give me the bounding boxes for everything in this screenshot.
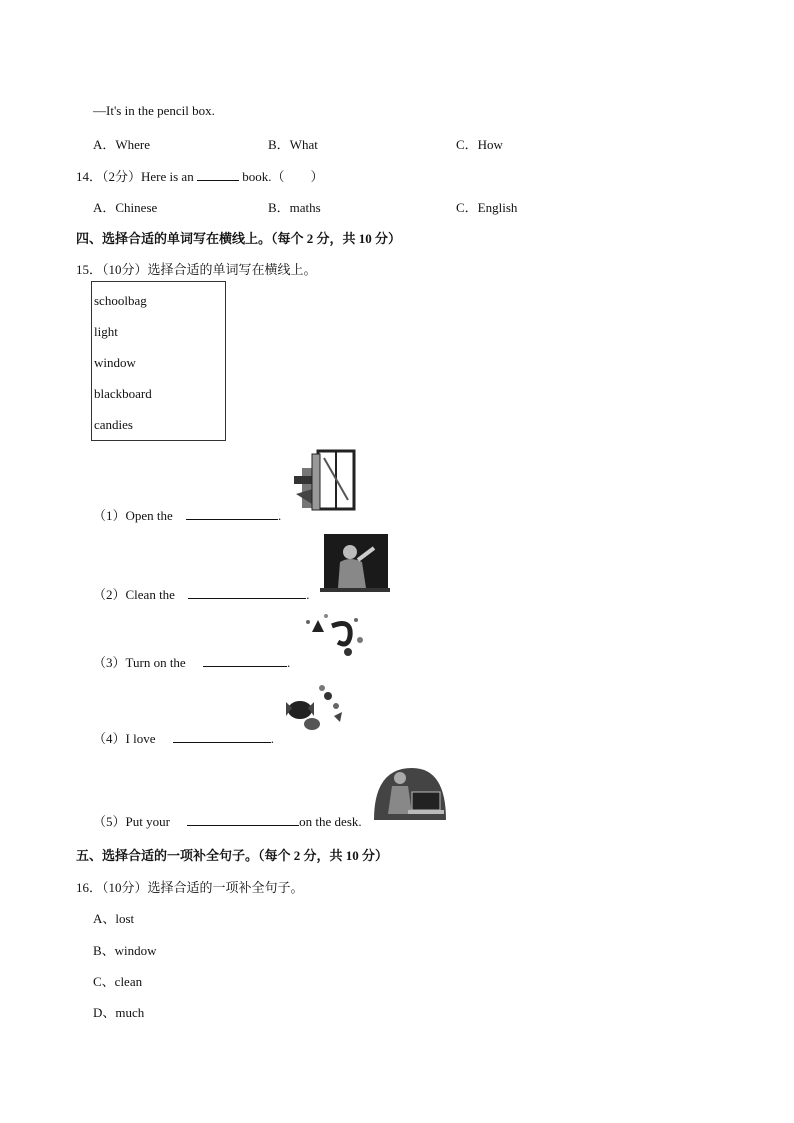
q15-item-3-suffix: . (286, 655, 291, 670)
q13-option-b[interactable]: B．What (268, 137, 318, 152)
q15-item-5-prefix: （5）Put your (93, 814, 170, 829)
q14-suffix: book.（ ） (242, 169, 324, 184)
q16-option-d[interactable]: D、much (93, 1005, 145, 1020)
blackboard-picture (320, 532, 390, 594)
q15-item-1-prefix: （1）Open the (93, 508, 173, 523)
light-picture (302, 612, 364, 660)
word-bank-item: candies (94, 417, 133, 432)
q15-item-1 (93, 505, 281, 524)
q16-option-a[interactable]: A、lost (93, 911, 135, 926)
q15-item-5-suffix: on the desk. (299, 814, 362, 829)
q14-option-b[interactable]: B．maths (268, 200, 321, 215)
q15-item-2-prefix: （2）Clean the (93, 587, 175, 602)
schoolbag-picture (372, 764, 448, 820)
word-bank (91, 281, 226, 441)
q13-option-a[interactable]: A．Where (93, 137, 151, 152)
q14-stem (76, 166, 323, 185)
q15-item-5-blank[interactable] (187, 813, 299, 826)
candies-picture (282, 682, 348, 738)
q14-option-c[interactable]: C．English (456, 200, 518, 215)
word-bank-item: light (94, 324, 118, 339)
q15-item-1-suffix: . (278, 508, 282, 523)
q15-item-1-blank[interactable] (186, 507, 278, 520)
q15-item-2 (93, 584, 309, 603)
q15-item-3 (93, 652, 290, 671)
q14-blank[interactable] (197, 168, 239, 181)
q15-item-2-blank[interactable] (188, 586, 306, 599)
section-5-title: 五、选择合适的一项补全句子。（每个 2 分，共 10 分） (76, 848, 389, 863)
word-bank-item: schoolbag (94, 293, 147, 308)
q14-prefix: 14．（2分）Here is an (76, 169, 194, 184)
q16-stem: 16．（10分）选择合适的一项补全句子。 (76, 880, 304, 895)
word-bank-item: blackboard (94, 386, 152, 401)
q15-item-4-blank[interactable] (173, 730, 271, 743)
word-bank-item: window (94, 355, 136, 370)
q15-item-4 (93, 728, 274, 747)
q13-answer-line: —It's in the pencil box. (93, 103, 215, 118)
q15-item-3-blank[interactable] (203, 654, 287, 667)
q16-option-c[interactable]: C、clean (93, 974, 143, 989)
q13-option-c[interactable]: C．How (456, 137, 503, 152)
q15-item-3-prefix: （3）Turn on the (93, 655, 186, 670)
q14-option-a[interactable]: A．Chinese (93, 200, 158, 215)
section-4-title: 四、选择合适的单词写在横线上。（每个 2 分，共 10 分） (76, 231, 402, 246)
q16-option-b[interactable]: B、window (93, 943, 157, 958)
q15-stem: 15．（10分）选择合适的单词写在横线上。 (76, 262, 317, 277)
window-picture (290, 448, 358, 514)
q15-item-4-suffix: . (270, 731, 274, 746)
q15-item-5 (93, 811, 362, 830)
q15-item-2-suffix: . (306, 587, 310, 602)
q15-item-4-prefix: （4）I love (93, 731, 156, 746)
